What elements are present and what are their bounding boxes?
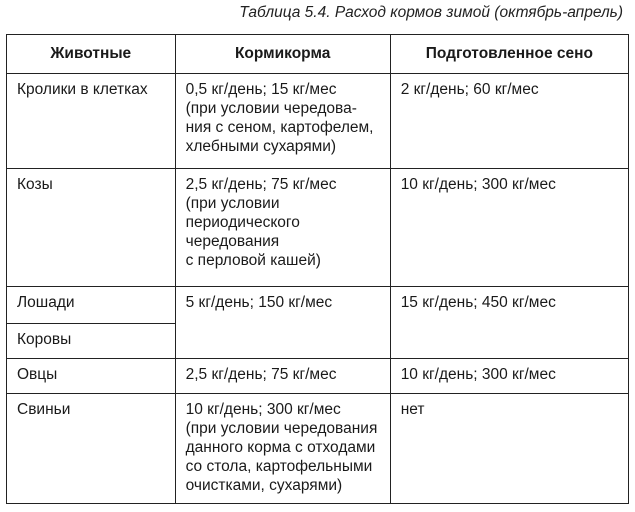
cell-feed-line: очистками, сухарями) bbox=[185, 477, 343, 494]
cell-feed bbox=[175, 359, 390, 394]
cell-feed bbox=[175, 287, 390, 359]
cell-feed-line: данного корма с отходами bbox=[185, 439, 376, 456]
feed-consumption-table bbox=[6, 34, 629, 504]
cell-animal: Овцы bbox=[7, 359, 176, 394]
cell-feed-line: с перловой кашей) bbox=[185, 252, 321, 269]
table-header-row bbox=[7, 35, 629, 74]
cell-hay: 10 кг/день; 300 кг/мес bbox=[390, 359, 628, 394]
cell-feed-line: 10 кг/день; 300 кг/мес bbox=[185, 401, 341, 418]
cell-hay: 15 кг/день; 450 кг/мес bbox=[390, 287, 628, 359]
table-row bbox=[7, 74, 629, 169]
cell-feed-line: (при условии чередова- bbox=[185, 100, 357, 117]
cell-hay: 10 кг/день; 300 кг/мес bbox=[390, 169, 628, 287]
cell-feed-line: ния с сеном, картофелем, bbox=[185, 119, 374, 136]
cell-feed-line: (при условии чередования bbox=[185, 420, 378, 437]
cell-feed-line: со стола, картофельными bbox=[185, 458, 373, 475]
cell-feed-line: 2,5 кг/день; 75 кг/мес bbox=[185, 366, 337, 383]
cell-animal: Кролики в клетках bbox=[7, 74, 176, 169]
cell-feed-line: (при условии bbox=[185, 195, 280, 212]
header-animals: Животные bbox=[7, 35, 176, 74]
cell-feed-line: 0,5 кг/день; 15 кг/мес bbox=[185, 81, 337, 98]
cell-animal: Коровы bbox=[7, 324, 176, 359]
cell-hay: 2 кг/день; 60 кг/мес bbox=[390, 74, 628, 169]
table-row bbox=[7, 359, 629, 394]
table-row bbox=[7, 287, 629, 324]
cell-animal: Козы bbox=[7, 169, 176, 287]
cell-feed bbox=[175, 169, 390, 287]
table-row bbox=[7, 394, 629, 504]
header-feed: Кормикорма bbox=[175, 35, 390, 74]
cell-feed bbox=[175, 394, 390, 504]
cell-hay: нет bbox=[390, 394, 628, 504]
cell-animal: Лошади bbox=[7, 287, 176, 324]
table-caption: Таблица 5.4. Расход кормов зимой (октябрь-апрель) bbox=[239, 4, 623, 21]
cell-feed bbox=[175, 74, 390, 169]
table-row bbox=[7, 169, 629, 287]
cell-feed-line: чередования bbox=[185, 233, 280, 250]
cell-feed-line: хлебными сухарями) bbox=[185, 138, 337, 155]
cell-feed-line: периодического bbox=[185, 214, 300, 231]
cell-feed-line: 2,5 кг/день; 75 кг/мес bbox=[185, 176, 337, 193]
header-hay: Подготовленное сено bbox=[390, 35, 628, 74]
cell-feed-line: 5 кг/день; 150 кг/мес bbox=[185, 294, 333, 311]
cell-animal: Свиньи bbox=[7, 394, 176, 504]
